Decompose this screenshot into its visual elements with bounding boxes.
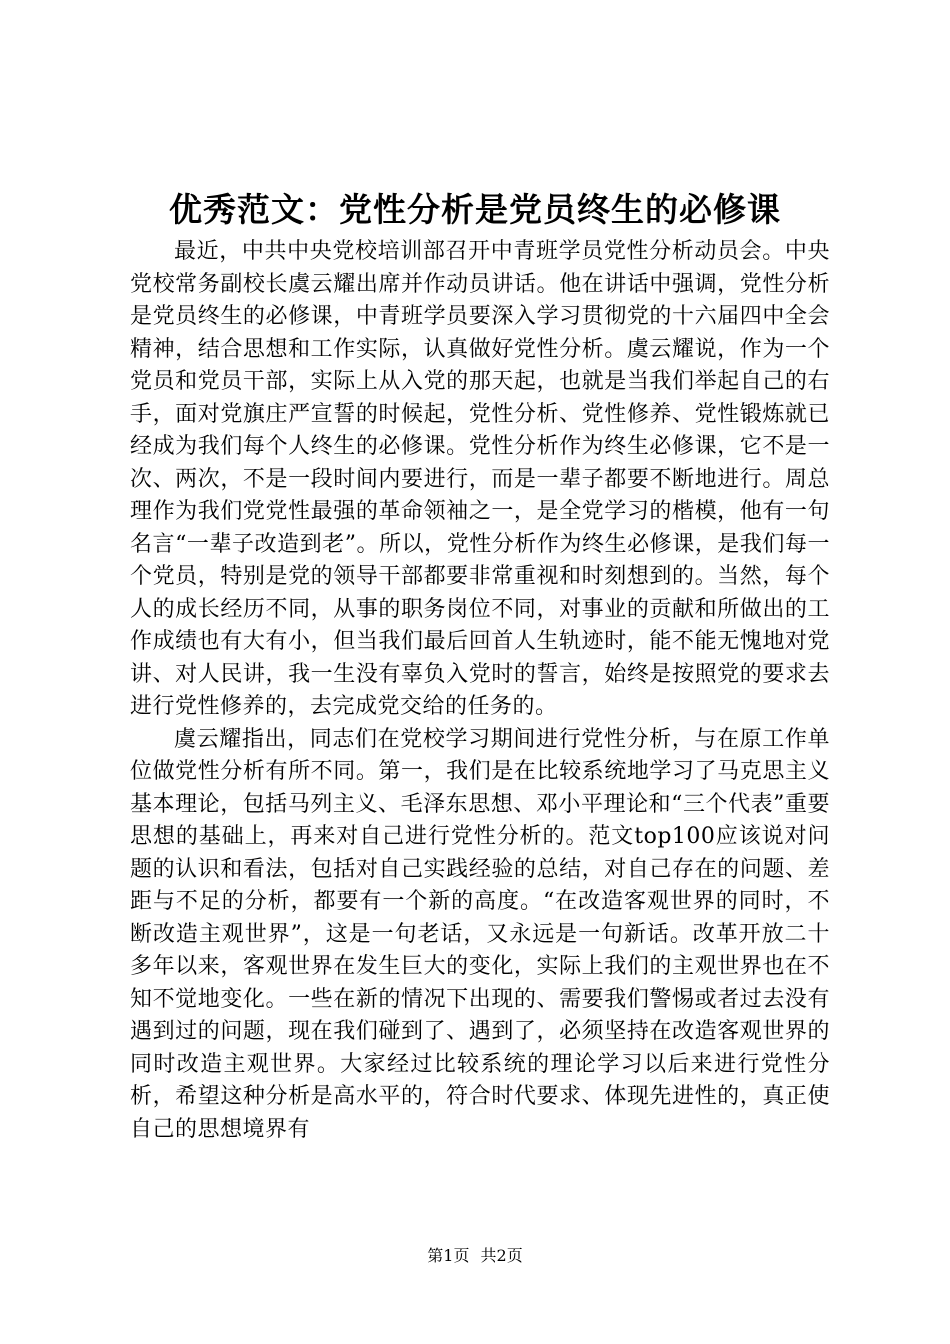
page-number: 第1页 [427, 1246, 470, 1265]
paragraph-1: 最近，中共中央党校培训部召开中青班学员党性分析动员会。中央党校常务副校长虞云耀出席并作动员讲话。他在讲话中强调，党性分析是党员终生的必修课，中青班学员要深入学习贯彻党的十六届四中全会精神，结合思想和工作实际，认真做好党性分析。虞云耀说，作为一个党员和党员干部，实际上从入党的那天起，也就是当我们举起自己的右手，面对党旗庄严宣誓的时候起，党性分析、党性修养、党性锻炼就已经成为我们每个人终生的必修课。党性分析作为终生必修课，它不是一次、两次，不是一段时间内要进行，而是一辈子都要不断地进行。周总理作为我们党党性最强的革命领袖之一，是全党学习的楷模，他有一句名言“一辈子改造到老”。所以，党性分析作为终生必修课，是我们每一个党员，特别是党的领导干部都要非常重视和时刻想到的。当然，每个人的成长经历不同，从事的职务岗位不同，对事业的贡献和所做出的工作成绩也有大有小，但当我们最后回首人生轨迹时，能不能无愧地对党讲、对人民讲，我一生没有辜负入党时的誓言，始终是按照党的要求去进行党性修养的，去完成党交给的任务的。 [130, 239, 830, 719]
page-footer [0, 1246, 950, 1266]
document-title: 优秀范文：党性分析是党员终生的必修课 [169, 190, 781, 229]
paragraph-2: 虞云耀指出，同志们在党校学习期间进行党性分析，与在原工作单位做党性分析有所不同。第一，我们是在比较系统地学习了马克思主义基本理论，包括马列主义、毛泽东思想、邓小平理论和“三个代表”重要思想的基础上，再来对自己进行党性分析的。范文top100应该说对问题的认识和看法，包括对自己实践经验的总结，对自己存在的问题、差距与不足的分析，都要有一个新的高度。“在改造客观世界的同时，不断改造主观世界”，这是一句老话，又永远是一句新话。改革开放二十多年以来，客观世界在发生巨大的变化，实际上我们的主观世界也在不知不觉地变化。一些在新的情况下出现的、需要我们警惕或者过去没有遇到过的问题，现在我们碰到了、遇到了，必须坚持在改造客观世界的同时改造主观世界。大家经过比较系统的理论学习以后来进行党性分析，希望这种分析是高水平的，符合时代要求、体现先进性的，真正使自己的思想境界有 [130, 726, 830, 1142]
page-total: 共2页 [480, 1246, 523, 1265]
document-body [130, 236, 830, 1146]
